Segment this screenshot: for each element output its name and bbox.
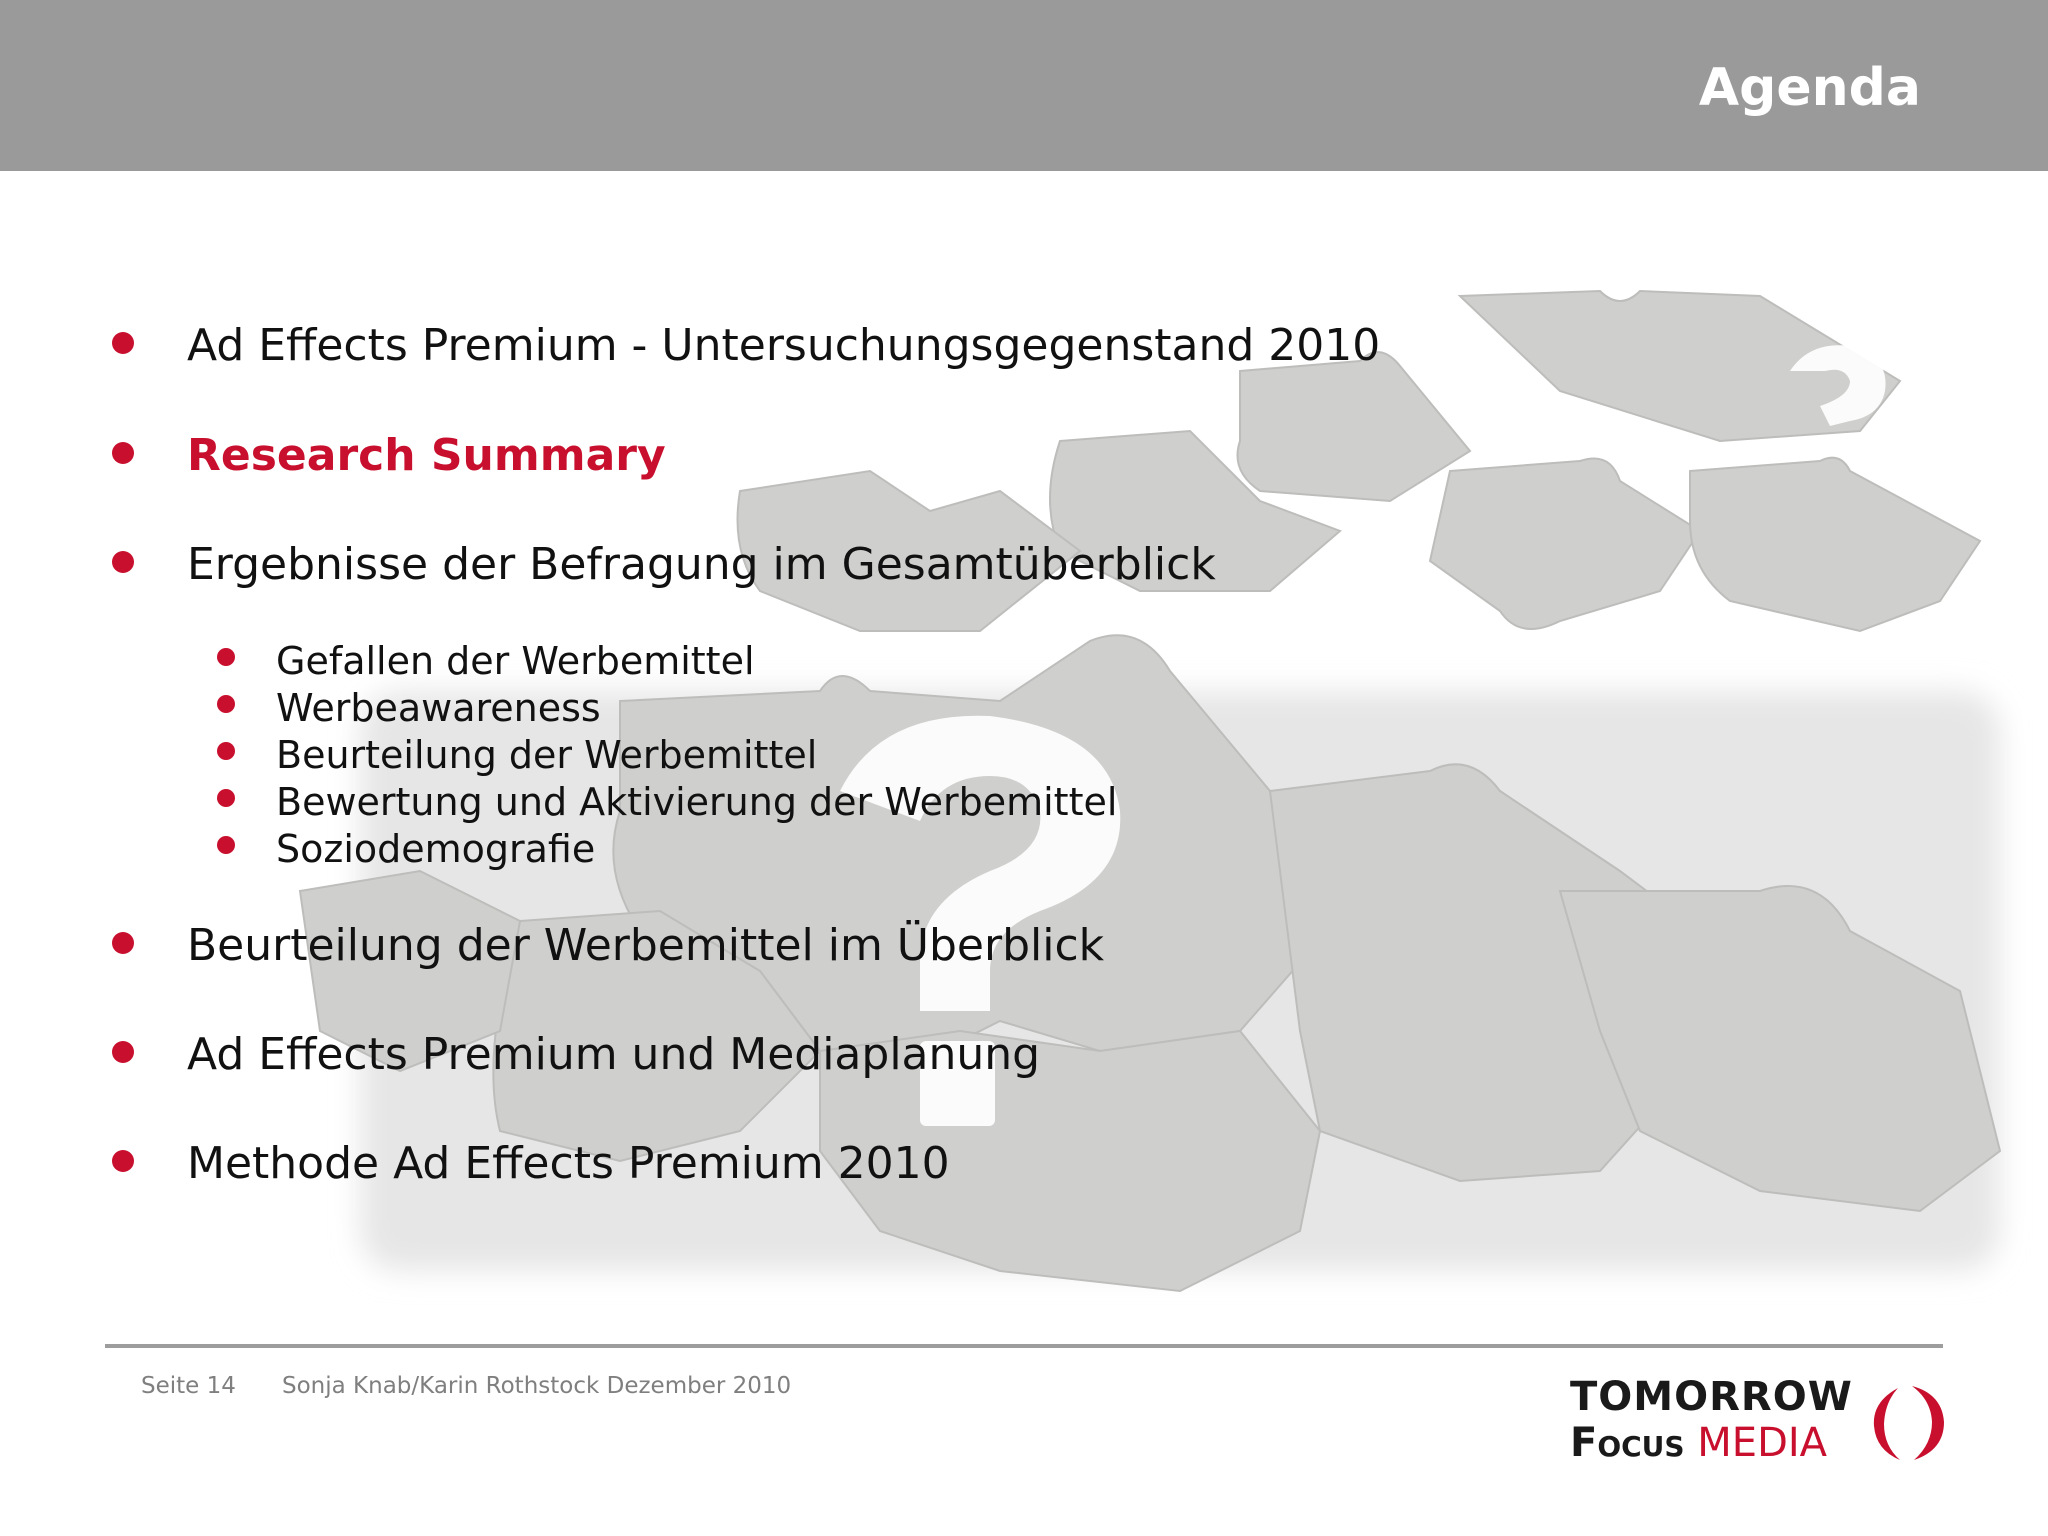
agenda-item-label: Methode Ad Effects Premium 2010 <box>187 1138 950 1189</box>
sub-item-beurteilung <box>276 732 817 778</box>
logo-focus: Focus <box>1570 1420 1685 1466</box>
sub-item-gefallen <box>276 638 755 684</box>
sub-item-werbeawareness <box>276 685 601 731</box>
tomorrow-focus-media-logo <box>1568 1374 1948 1464</box>
bullet-icon <box>217 695 235 713</box>
sub-item-bewertung <box>276 779 1117 825</box>
agenda-item-label: Research Summary <box>187 430 666 481</box>
sub-item-label: Beurteilung der Werbemittel <box>276 733 818 777</box>
logo-line-focus-media <box>1570 1420 1827 1466</box>
sub-item-label: Soziodemografie <box>276 827 596 871</box>
bullet-icon <box>112 932 134 954</box>
bullet-icon <box>112 332 134 354</box>
logo-ring-icon <box>1868 1380 1948 1464</box>
bullet-icon <box>112 1150 134 1172</box>
agenda-item-research-summary <box>187 428 666 484</box>
footer-divider <box>105 1344 1943 1348</box>
agenda-item-untersuchungsgegenstand <box>187 318 1380 374</box>
bullet-icon <box>112 551 134 573</box>
sub-item-label: Bewertung und Aktivierung der Werbemittel <box>276 780 1118 824</box>
sub-item-soziodemografie <box>276 826 595 872</box>
footer-author: Sonja Knab/Karin Rothstock Dezember 2010 <box>282 1373 792 1399</box>
sub-item-label: Werbeawareness <box>276 686 601 730</box>
bullet-icon <box>217 648 235 666</box>
agenda-item-label: Ad Effects Premium - Untersuchungsgegenstand 2010 <box>187 320 1381 371</box>
agenda-item-beurteilung-ueberblick <box>187 918 1104 974</box>
agenda-item-ergebnisse <box>187 537 1216 593</box>
bullet-icon <box>112 1041 134 1063</box>
bullet-icon <box>217 742 235 760</box>
agenda-item-mediaplanung <box>187 1027 1040 1083</box>
agenda-item-methode <box>187 1136 950 1192</box>
agenda-item-label: Ergebnisse der Befragung im Gesamtüberblick <box>187 539 1216 590</box>
bullet-icon <box>217 789 235 807</box>
agenda-item-label: Beurteilung der Werbemittel im Überblick <box>187 920 1105 971</box>
logo-media: MEDIA <box>1697 1420 1828 1466</box>
bullet-icon <box>112 442 134 464</box>
agenda-item-label: Ad Effects Premium und Mediaplanung <box>187 1029 1041 1080</box>
bullet-icon <box>217 836 235 854</box>
page-number: Seite 14 <box>141 1373 236 1399</box>
logo-line-tomorrow: TOMORROW <box>1570 1374 1853 1420</box>
sub-item-label: Gefallen der Werbemittel <box>276 639 755 683</box>
slide-title: Agenda <box>1698 58 1921 118</box>
